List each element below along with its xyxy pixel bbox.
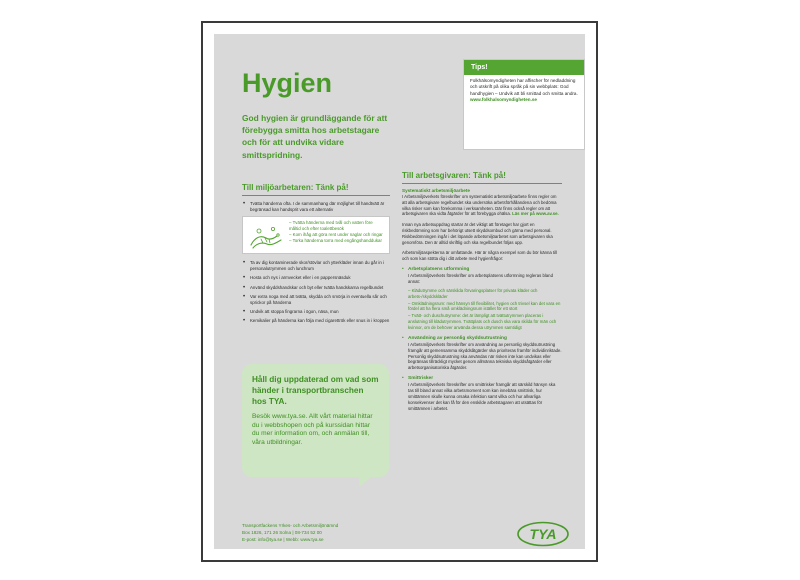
footer-contact (242, 522, 338, 543)
tips-link[interactable]: www.folkhalsomyndigheten.se (470, 97, 537, 103)
hand-washing-icon (247, 221, 285, 251)
aspects-paragraph: Arbetsmiljöaspekterna är omfattande. Här är några exempel som du bör känna till och som kan stötta dig i ditt arbete med hygienfrågor: (402, 250, 558, 262)
workplace-design-section (402, 267, 562, 331)
employer-section (402, 188, 562, 416)
section-text: I Arbetsmiljöverkets föreskrifter om arbetsplatsens utformning regleras bland annat: (408, 273, 553, 285)
list-item: • Var extra noga med att tvätta, skydda och smörja in eventuella sår och sprickor på händerna (242, 294, 390, 306)
sam-paragraph (402, 194, 562, 217)
list-item: • Hosta och nys i armvecket eller i en pappersnäsduk (242, 275, 390, 281)
callout-title: Håll dig uppdaterad om vad som händer i transportbranschen hos TYA. (252, 375, 379, 406)
worker-checklist (242, 201, 390, 327)
list-item: • Ta av dig kontaminerade skor/stövlar och ytterkläder innan du går in i personalutrymmen och lunchrum (242, 260, 390, 272)
list-item: • Undvik att stoppa fingrarna i ögon, näsa, mun (242, 309, 390, 315)
tya-callout (242, 364, 389, 477)
left-heading-rule (242, 195, 390, 196)
list-item: • Tvätta händerna ofta. I de sammanhang där möjlighet till handtvätt är begränsad kan handsprit vara ett alternativ (242, 201, 390, 213)
intro-text: God hygien är grundläggande för att förebygga smitta hos arbetstagare och för att undvika vidare smittspridning. (242, 113, 388, 160)
list-item: • Använd skyddshandskar och byt eller tvätta handskarna regelbundet (242, 285, 390, 291)
tips-body (464, 75, 584, 107)
tya-logo (516, 521, 570, 547)
footer-web: E-post: info@tya.se | Webb: www.tya.se (242, 537, 324, 542)
section-title: • Användning av personlig skyddsutrustning (402, 336, 562, 342)
sub-item: – Kom ihåg att göra rent under naglar och ringar (289, 232, 383, 238)
handwash-callout (242, 216, 390, 254)
callout-body: Besök www.tya.se. Allt vårt material hittar du i webbshopen och på kurssidan hittar du mer information om, och anmälan till, våra utbildningar. (252, 413, 373, 446)
sub-item: – Tvätta händerna med tvål och vatten före måltid och efter toalettbesök (289, 220, 373, 232)
tips-text: Folkhälsomyndigheten har affischer för nedladdning och utskrift på olika språk på sin webbplats: God handhygien – Undvik att bli smittad och smitta andra. (470, 78, 578, 96)
section-title: • Smittrisker (402, 376, 562, 382)
list-item: • Kemikalier på händerna kan följa med cigarettrök eller snus in i kroppen (242, 318, 390, 324)
document-page (201, 21, 598, 562)
sam-paragraph-text: I Arbetsmiljöverkets föreskrifter om systematiskt arbetsmiljöarbete finns regler om att alla arbetsgivare regelbundet ska undersöka arbetsförhållandena och bedöma vilka risker som kan förekomma i verksamheten. Där finns också regler om att arbetsgivaren ska vidta åtgärder för att förebygga ohälsa. (402, 194, 557, 217)
tips-heading: Tips! (464, 60, 584, 75)
av-link[interactable]: Läs mer på www.av.se. (512, 211, 559, 217)
section-text: I Arbetsmiljöverkets föreskrifter om smittrisker framgår att särskild hänsyn ska tas till bland annat vilka arbetsmoment som kan innebära smittrisk, hur smittämnen skulle kunna orsaka infektion samt vilka och hur allvarliga konsekvenser det kan få för den enskilde arbetstagaren att utsättas för smittämnen i arbetet. (408, 382, 556, 411)
tips-box (463, 59, 585, 150)
footer-organisation: Transportfackens Yrkes- och Arbetsmiljönämnd (242, 523, 339, 528)
section-bullet: – Tvätt- och duschutrymme: det är lämpligt att tvättutrymmen placeras i anslutning till klädutrymmen. Tvättplats och dusch ska vara skilda för män och kvinnor, om de behöver använda dessa utrymmen samtidigt (408, 313, 557, 330)
sam-heading: Systematiskt arbetsmiljöarbete (402, 188, 470, 193)
infection-risk-section (402, 376, 562, 411)
ppe-section (402, 336, 562, 371)
section-bullet: – Klädutrymme och särskilda förvaringsplatser för privata kläder och arbets-/skyddskläder (408, 287, 538, 299)
sub-item: – Torka händerna torra med engångshanddukar (289, 238, 382, 244)
footer-address: Box 1826, 171 26 Solna | 08-734 52 00 (242, 530, 322, 535)
left-column-heading: Till miljöarbetaren: Tänk på! (242, 183, 349, 192)
right-heading-rule (402, 183, 562, 184)
document-sheet (214, 34, 585, 549)
section-text: I Arbetsmiljöverkets föreskrifter om användning av personlig skyddsutrustning framgår att gemensamma skyddsåtgärder ska prioriteras framför individinriktade. Personlig skyddsutrustning ska användas när risken inte kan undvikas eller begränsas tillräckligt mycket genom allmänna tekniska skyddsåtgärder eller arbetsorganisatoriska åtgärder. (408, 341, 562, 371)
right-column-heading: Till arbetsgivaren: Tänk på! (402, 171, 506, 180)
page-title: Hygien (242, 68, 333, 98)
section-bullet: – Omklädningsrum: med hänsyn till flexibilitet, hygien och trivsel kan det vara en fördel att ha flera små omklädningsrum istället för ett stort (408, 300, 561, 312)
logo-text: TYA (529, 526, 557, 542)
callout-tail (359, 477, 371, 487)
section-title: • Arbetsplatsens utformning (402, 267, 562, 273)
risk-paragraph: Innan nya arbetsuppdrag startar är det viktigt att företaget har gjort en riskbedömning som har behörigt utsett skyddsombud och gärna med personal. Riskbedömningen ingår i det löpande arbetsmiljöarbetet som arbetsgivaren ska genomföra. Den är alltid skriftlig och ska regelbundet följas upp. (402, 222, 553, 245)
